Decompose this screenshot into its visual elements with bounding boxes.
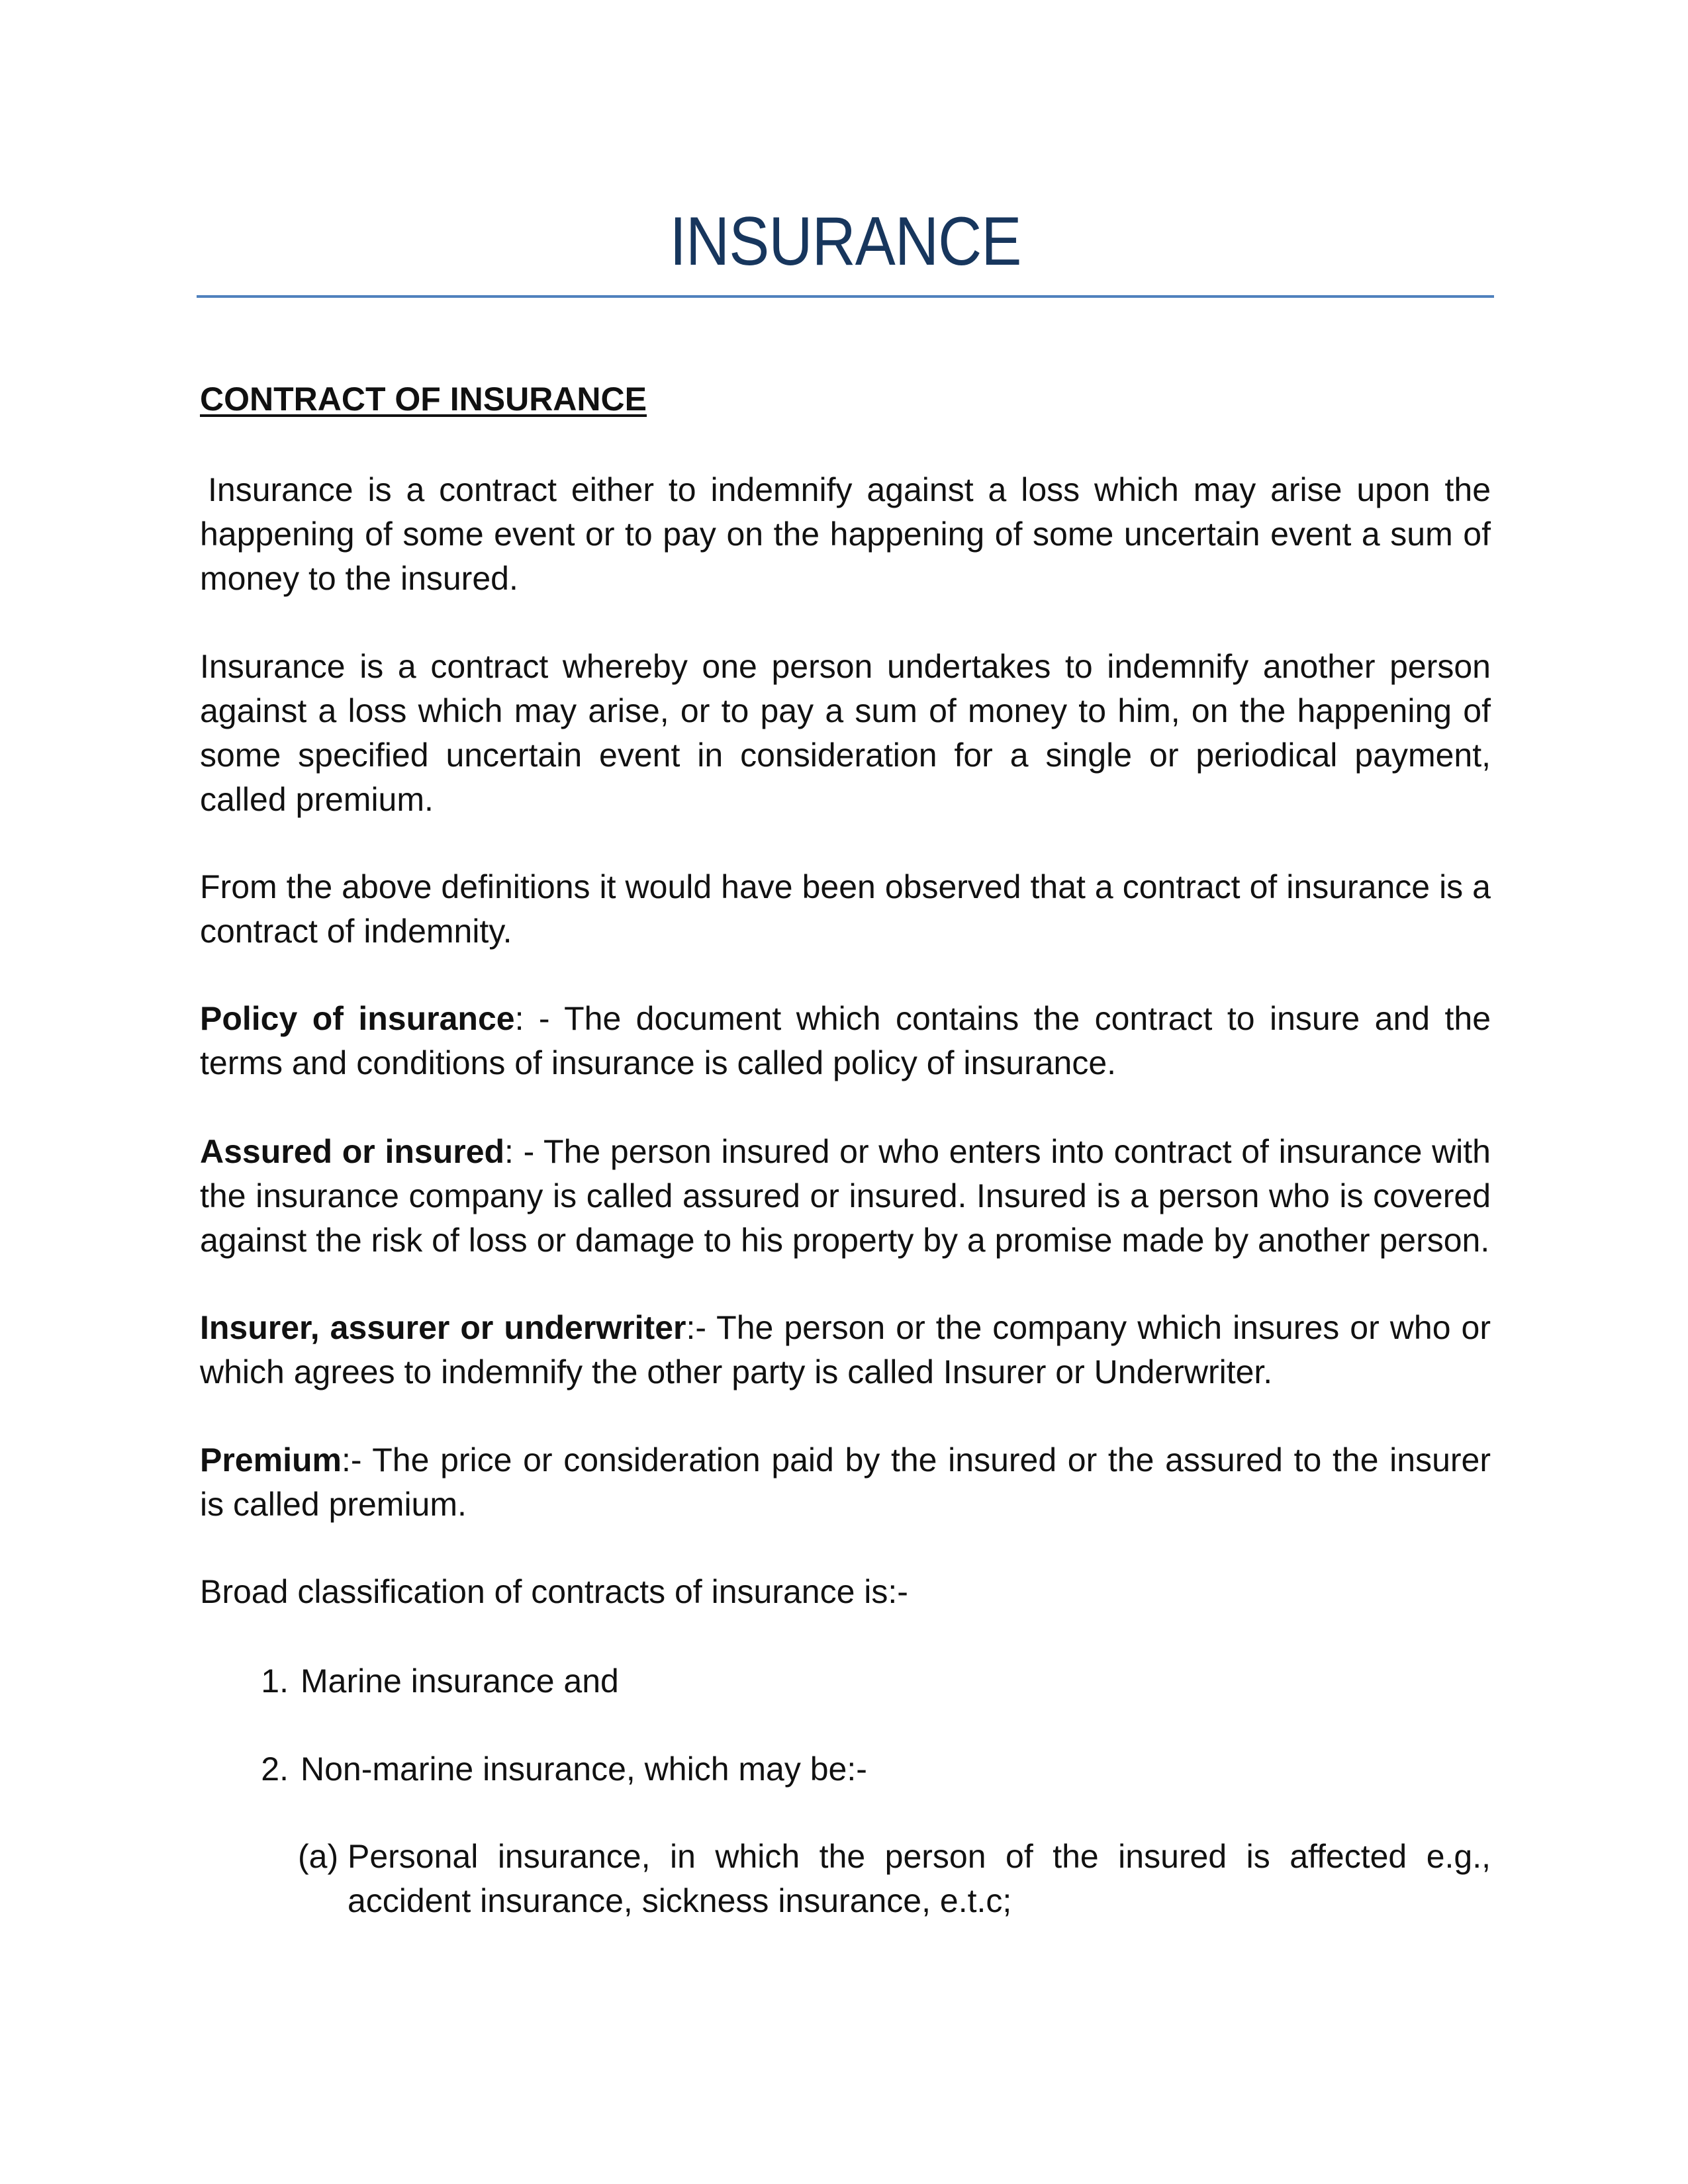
definition-premium [200, 1438, 1491, 1527]
definition-term: Assured or insured [200, 1133, 505, 1170]
sublist-label: (a) [298, 1838, 339, 1875]
paragraph-text: Insurance is a contract either to indemnify against a loss which may arise upon the happening of some event or to pay on the happening of some uncertain event a sum of money to the insured. [200, 471, 1491, 597]
definition-term: Policy of insurance [200, 1000, 515, 1037]
title-block [197, 192, 1494, 298]
list-item [248, 1747, 1491, 1792]
definition-text: : - The document which contains the contract to insure and the terms and conditions of insurance is called policy of insurance. [200, 1000, 1491, 1081]
list-number: 1. [261, 1662, 289, 1700]
definition-text: :- The person or the company which insures or who or which agrees to indemnify the other party is called Insurer or Underwriter. [200, 1309, 1491, 1390]
paragraph-definition-2: Insurance is a contract whereby one person undertakes to indemnify another person against a loss which may arise, or to pay a sum of money to him, on the happening of some specified uncertain event in consideration for a single or periodical payment, called premium. [200, 648, 1491, 818]
definition-assured [200, 1130, 1491, 1263]
sublist-item [298, 1835, 1491, 1923]
page-title: INSURANCE [669, 203, 1021, 280]
list-number: 2. [261, 1751, 289, 1788]
section-heading: CONTRACT OF INSURANCE [200, 381, 647, 418]
list-text: Non-marine insurance, which may be:- [301, 1751, 867, 1788]
paragraph-definition-1 [200, 468, 1491, 601]
list-text: Marine insurance and [301, 1662, 619, 1700]
definition-policy [200, 997, 1491, 1085]
definition-insurer [200, 1306, 1491, 1394]
definition-term: Premium [200, 1441, 342, 1479]
list-item [248, 1659, 1491, 1704]
sublist-text: Personal insurance, in which the person of the insured is affected e.g., accident insurance, sickness insurance, e.t.c; [348, 1838, 1491, 1919]
paragraph-indemnity: From the above definitions it would have been observed that a contract of insurance is a contract of indemnity. [200, 868, 1491, 950]
definition-text: : - The person insured or who enters into contract of insurance with the insurance company is called assured or insured. Insured is a person who is covered against the risk of loss or damage to his property by a promise made by another person. [200, 1133, 1491, 1259]
definition-text: :- The price or consideration paid by the insured or the assured to the insurer is called premium. [200, 1441, 1491, 1523]
definition-term: Insurer, assurer or underwriter [200, 1309, 686, 1346]
classification-intro: Broad classification of contracts of insurance is:- [200, 1573, 908, 1610]
